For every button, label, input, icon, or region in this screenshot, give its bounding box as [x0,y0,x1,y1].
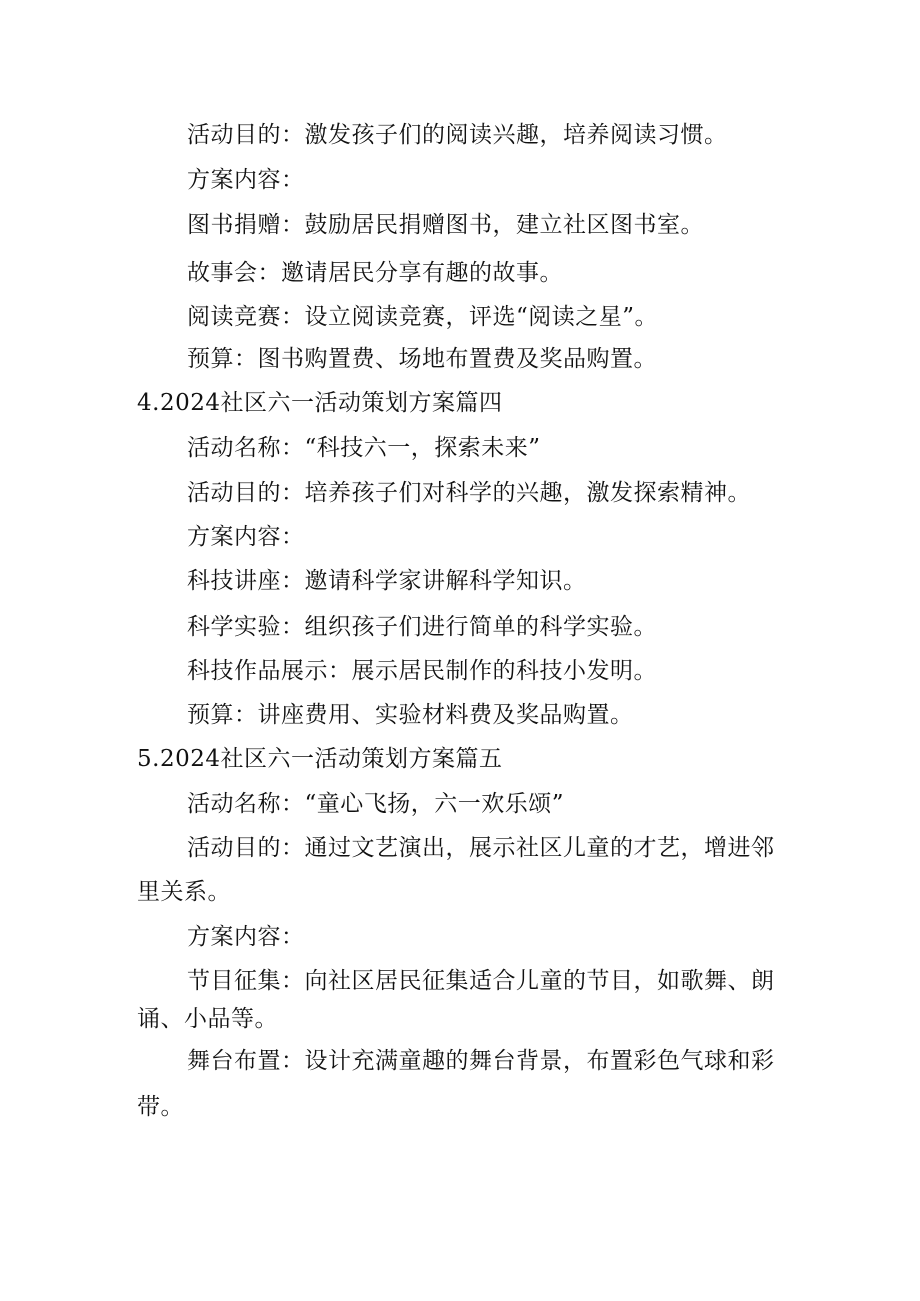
section5-item-stage-setup-continued: 带。 [137,1094,184,1120]
section5-name: 活动名称：“童心飞扬，六一欢乐颂” [187,791,565,817]
section4-item-science-experiment: 科学实验：组织孩子们进行简单的科学实验。 [187,614,657,640]
section5-goal: 活动目的：通过文艺演出，展示社区儿童的才艺，增进邻 [187,835,775,861]
section5-item-program-collection-continued: 诵、小品等。 [137,1006,278,1032]
section4-item-tech-showcase: 科技作品展示：展示居民制作的科技小发明。 [187,658,657,684]
section5-content-heading: 方案内容： [187,924,305,950]
section3-budget: 预算：图书购置费、场地布置费及奖品购置。 [187,346,657,372]
section3-item-story-session: 故事会：邀请居民分享有趣的故事。 [187,260,563,286]
section4-goal: 活动目的：培养孩子们对科学的兴趣，激发探索精神。 [187,480,751,506]
section4-budget: 预算：讲座费用、实验材料费及奖品购置。 [187,702,634,728]
section4-content-heading: 方案内容： [187,524,305,550]
section3-content-heading: 方案内容： [187,167,305,193]
section3-goal: 活动目的：激发孩子们的阅读兴趣，培养阅读习惯。 [187,122,728,148]
section5-goal-continued: 里关系。 [137,879,231,905]
section5-heading: 5.2024社区六一活动策划方案篇五 [137,746,503,772]
section5-item-program-collection: 节目征集：向社区居民征集适合儿童的节目，如歌舞、朗 [187,968,775,994]
section4-item-tech-lecture: 科技讲座：邀请科学家讲解科学知识。 [187,568,587,594]
section4-name: 活动名称：“科技六一，探索未来” [187,435,541,461]
section4-heading: 4.2024社区六一活动策划方案篇四 [137,390,503,416]
section3-item-reading-contest: 阅读竞赛：设立阅读竞赛，评选“阅读之星”。 [187,304,659,330]
section5-item-stage-setup: 舞台布置：设计充满童趣的舞台背景，布置彩色气球和彩 [187,1048,775,1074]
section3-item-book-donation: 图书捐赠：鼓励居民捐赠图书，建立社区图书室。 [187,212,704,238]
